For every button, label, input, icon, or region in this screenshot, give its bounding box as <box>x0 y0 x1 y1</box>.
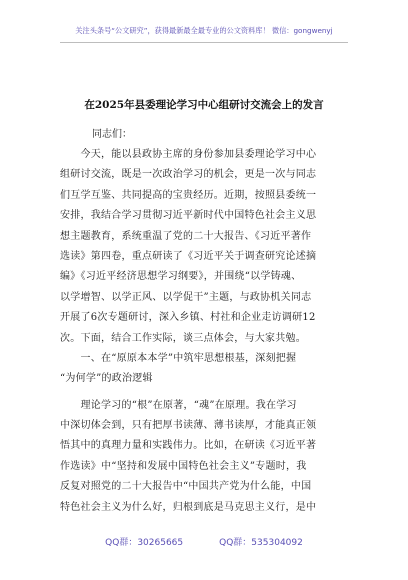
body-line: 今天，能以县政协主席的身份参加县委理论学习中心 <box>60 149 317 160</box>
body-line: 次。下面，结合工作实际，谈三点体会，与大家共勉。 <box>60 332 306 344</box>
salutation: 同志们： <box>92 129 132 140</box>
section-heading-line: 一、在“原原本本学”中筑牢思想根基，深刻把握 <box>60 352 297 364</box>
section-heading-line: “为何学”的政治逻辑 <box>60 373 153 385</box>
body-line: 想主题教育，系统重温了党的二十大报告、《习近平著作 <box>60 230 312 242</box>
body-line: 作选读》中“坚持和发展中国特色社会主义”专题时，我 <box>60 460 307 472</box>
body-line: 反复对照党的二十大报告中“中国共产党为什么能，中国 <box>60 481 312 493</box>
body-line: 开展了6次专题研讨，深入乡镇、村社和企业走访调研12 <box>60 312 316 324</box>
header-banner: 关注头条号“公文研究”，获得最新最全最专业的公文资料库！ 微信：gongwenyj <box>75 26 333 35</box>
body-line: 特色社会主义为什么好，归根到底是马克思主义行，是中 <box>60 501 317 513</box>
body-line: 安排，我结合学习贯彻习近平新时代中国特色社会主义思 <box>60 210 317 222</box>
body-line: 编》《习近平经济思想学习纲要》，并围绕“以学铸魂、 <box>60 271 302 283</box>
body-line: 选读》第四卷，重点研读了《习近平关于调查研究论述摘 <box>60 250 317 262</box>
body-line: 中深切体会到，只有把厚书读薄、薄书读厚，才能真正领 <box>60 420 317 432</box>
body-line: 以学增智、以学正风、以学促干”主题，与政协机关同志 <box>60 291 312 303</box>
body-line: 理论学习的“根”在原著，“魂”在原理。我在学习 <box>60 399 297 411</box>
header-divider <box>60 42 348 43</box>
footer <box>0 535 408 548</box>
footer-qq-group-2: QQ群：535304092 <box>219 538 303 548</box>
document-body <box>60 145 350 518</box>
document-title: 在2025年县委理论学习中心组研讨交流会上的发言 <box>84 99 324 111</box>
body-line: 们互学互鉴、共同提高的宝贵经历。近期，按照县委统一 <box>60 189 317 201</box>
footer-qq-group-1: QQ群：30265665 <box>105 538 184 548</box>
body-line: 悟其中的真理力量和实践伟力。比如，在研读《习近平著 <box>60 440 317 452</box>
body-line: 组研讨交流，既是一次政治学习的机会，更是一次与同志 <box>60 169 317 181</box>
